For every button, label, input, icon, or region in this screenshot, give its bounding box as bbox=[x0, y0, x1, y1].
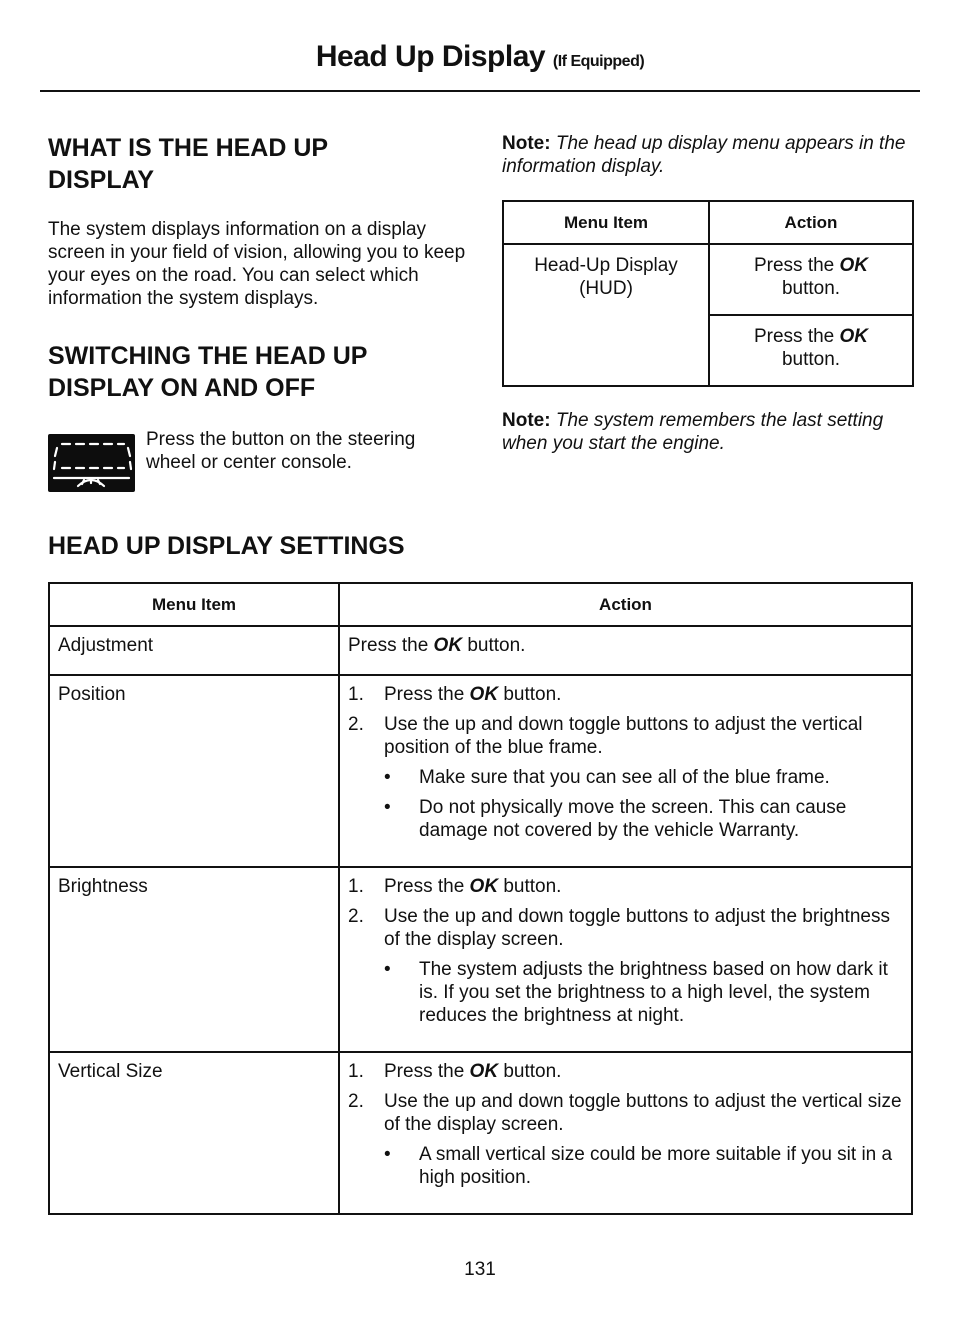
action-cell bbox=[709, 244, 913, 315]
step-number: 2. bbox=[348, 906, 364, 927]
action-cell bbox=[339, 626, 912, 675]
menu-item-cell: Adjustment bbox=[49, 626, 339, 675]
bullet-list bbox=[384, 766, 903, 842]
action-text: Press the bbox=[384, 684, 465, 705]
step-text: Use the up and down toggle buttons to adjust the brightness of the display screen. bbox=[384, 906, 890, 950]
table-row bbox=[503, 244, 913, 315]
ok-button-label: OK bbox=[469, 876, 499, 897]
header-title-text: Head Up Display bbox=[315, 40, 546, 73]
hud-menu-table bbox=[502, 200, 914, 387]
table-row bbox=[49, 867, 912, 1052]
step-list bbox=[348, 875, 903, 1027]
column-header-menu-item: Menu Item bbox=[503, 201, 709, 244]
step-list bbox=[348, 683, 903, 842]
ok-button-label: OK bbox=[839, 326, 869, 347]
table-row bbox=[49, 626, 912, 675]
step-item bbox=[348, 683, 903, 706]
heading-line: DISPLAY bbox=[48, 166, 155, 194]
action-cell bbox=[339, 1052, 912, 1214]
section-heading-settings: HEAD UP DISPLAY SETTINGS bbox=[48, 532, 405, 560]
table-header-row bbox=[503, 201, 913, 244]
heading-line: DISPLAY ON AND OFF bbox=[48, 374, 316, 402]
step-number: 1. bbox=[348, 876, 364, 897]
page-header-title bbox=[0, 40, 960, 74]
menu-item-cell: Head-Up Display (HUD) bbox=[503, 244, 709, 386]
page-number: 131 bbox=[464, 1259, 496, 1280]
bullet-item: • Do not physically move the screen. This can cause damage not covered by the vehicle Warranty. bbox=[384, 796, 903, 842]
note-label: Note: bbox=[502, 133, 551, 154]
section-heading-what-is bbox=[48, 132, 468, 196]
heading-line: WHAT IS THE HEAD UP bbox=[48, 134, 329, 162]
bullet-list bbox=[384, 958, 903, 1027]
head-up-display-icon bbox=[48, 434, 135, 492]
step-text: Use the up and down toggle buttons to adjust the vertical size of the display screen. bbox=[384, 1091, 902, 1135]
ok-button-label: OK bbox=[469, 1061, 499, 1082]
ok-button-label: OK bbox=[469, 684, 499, 705]
hud-button-text: Press the button on the steering wheel or center console. bbox=[146, 429, 416, 473]
step-list bbox=[348, 1060, 903, 1189]
step-number: 1. bbox=[348, 684, 364, 705]
action-text: button. bbox=[503, 1061, 562, 1082]
action-text: Press the bbox=[384, 1061, 465, 1082]
step-item bbox=[348, 1060, 903, 1083]
table-row bbox=[49, 1052, 912, 1214]
action-text: button. bbox=[781, 349, 841, 370]
section-body-what-is: The system displays information on a display screen in your field of vision, allowing you to keep your eyes on the road. You can select which information the system displays. bbox=[48, 219, 466, 309]
hud-button-instruction bbox=[48, 428, 468, 492]
action-text: button. bbox=[503, 684, 562, 705]
bullet-item: • A small vertical size could be more suitable if you sit in a high position. bbox=[384, 1143, 903, 1189]
bullet-list bbox=[384, 1143, 903, 1189]
menu-item-cell: Vertical Size bbox=[49, 1052, 339, 1214]
step-text: Use the up and down toggle buttons to adjust the vertical position of the blue frame. bbox=[384, 714, 863, 758]
column-header-action: Action bbox=[709, 201, 913, 244]
note-text: The head up display menu appears in the information display. bbox=[502, 133, 906, 177]
section-heading-switching bbox=[48, 340, 468, 404]
note-menu-location bbox=[502, 132, 914, 178]
menu-item-cell: Brightness bbox=[49, 867, 339, 1052]
column-header-action: Action bbox=[339, 583, 912, 626]
action-text: button. bbox=[503, 876, 562, 897]
action-cell bbox=[339, 675, 912, 867]
right-column bbox=[502, 132, 914, 455]
bullet-item: • Make sure that you can see all of the blue frame. bbox=[384, 766, 903, 789]
ok-button-label: OK bbox=[433, 635, 463, 656]
action-cell bbox=[339, 867, 912, 1052]
note-label: Note: bbox=[502, 410, 551, 431]
action-text: Press the bbox=[753, 255, 835, 276]
action-text: Press the bbox=[348, 635, 429, 656]
ok-button-label: OK bbox=[839, 255, 869, 276]
action-text: button. bbox=[467, 635, 526, 656]
action-text: Press the bbox=[384, 876, 465, 897]
action-text: button. bbox=[781, 278, 841, 299]
left-column bbox=[48, 132, 468, 492]
step-item bbox=[348, 1090, 903, 1189]
step-item bbox=[348, 875, 903, 898]
heading-line: SWITCHING THE HEAD UP bbox=[48, 342, 368, 370]
step-number: 1. bbox=[348, 1061, 364, 1082]
step-number: 2. bbox=[348, 714, 364, 735]
note-system-remembers bbox=[502, 409, 914, 455]
action-cell bbox=[709, 315, 913, 386]
menu-item-cell: Position bbox=[49, 675, 339, 867]
step-item bbox=[348, 713, 903, 842]
step-number: 2. bbox=[348, 1091, 364, 1112]
table-row bbox=[49, 675, 912, 867]
bullet-item: • The system adjusts the brightness based on how dark it is. If you set the brightness to a high level, the system reduces the brightness at night. bbox=[384, 958, 903, 1027]
action-text: Press the bbox=[753, 326, 835, 347]
header-subtitle: (If Equipped) bbox=[552, 53, 645, 70]
step-item bbox=[348, 905, 903, 1027]
header-divider bbox=[40, 90, 920, 92]
table-header-row bbox=[49, 583, 912, 626]
note-text: The system remembers the last setting when you start the engine. bbox=[502, 410, 884, 454]
column-header-menu-item: Menu Item bbox=[49, 583, 339, 626]
hud-settings-table bbox=[48, 582, 913, 1215]
